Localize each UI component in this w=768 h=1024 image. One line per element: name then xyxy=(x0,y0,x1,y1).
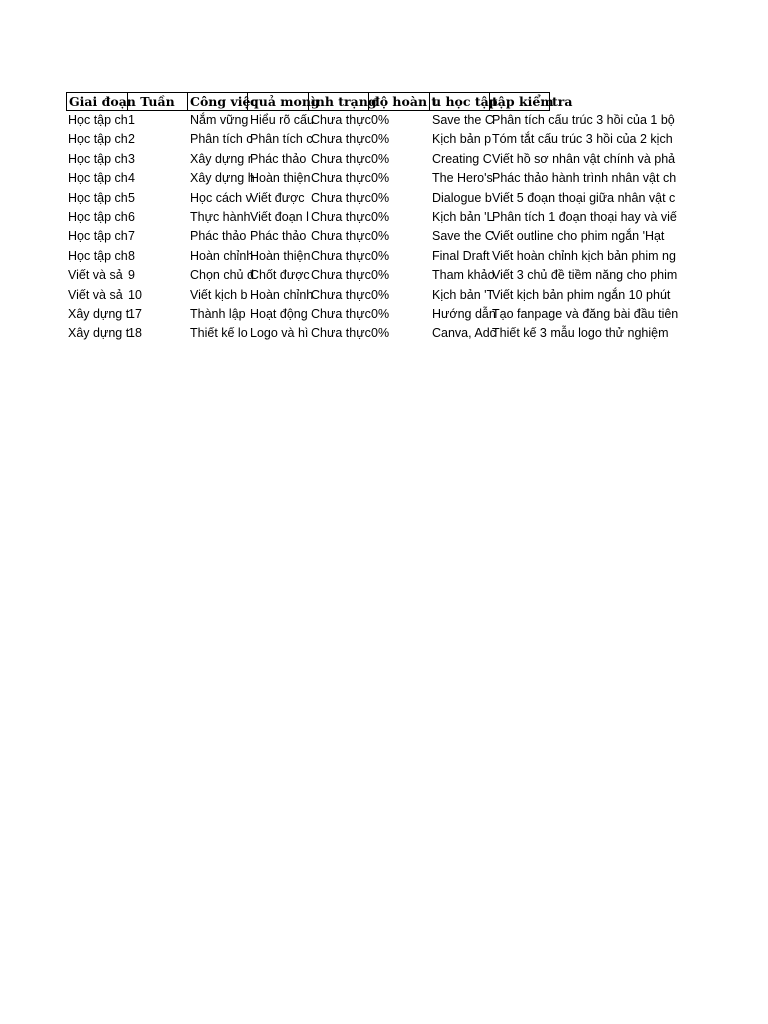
header-progress: độ hoàn t xyxy=(371,94,438,109)
header-row xyxy=(66,92,676,111)
cell-phase: Viết và sả xyxy=(68,268,123,283)
cell-task: Xây dựng r xyxy=(190,151,252,166)
cell-week: 9 xyxy=(128,268,135,283)
cell-material: Kịch bản p xyxy=(432,132,492,147)
cell-progress: 0% xyxy=(371,287,390,302)
cell-phase: Xây dựng t xyxy=(68,326,130,341)
cell-expected-result: Hoàn thiện xyxy=(250,248,311,263)
table-row xyxy=(66,150,676,169)
cell-progress: 0% xyxy=(371,190,390,205)
cell-progress: 0% xyxy=(371,151,390,166)
header-phase: Giai đoạn xyxy=(66,92,128,111)
cell-progress: 0% xyxy=(371,268,390,283)
spreadsheet xyxy=(66,92,679,352)
cell-task: Viết kịch b xyxy=(190,287,248,302)
table-row xyxy=(66,286,676,305)
cell-week: 3 xyxy=(128,151,135,166)
cell-status: Chưa thực xyxy=(311,248,371,263)
cell-task: Thiết kế lo xyxy=(190,326,248,341)
cell-phase: Học tập ch xyxy=(68,248,128,263)
cell-task: Thực hành xyxy=(190,210,251,224)
cell-exercise: Viết outline cho phim ngắn 'Hạt xyxy=(492,229,665,244)
cell-task: Học cách v xyxy=(190,190,252,205)
cell-phase: Học tập ch xyxy=(68,210,128,224)
header-expected-result: quả mong xyxy=(250,94,320,109)
cell-expected-result: Hiểu rõ cấu xyxy=(250,113,314,127)
header-exercise-overflow: tra xyxy=(552,94,573,109)
cell-expected-result: Hoàn thiện xyxy=(250,171,311,186)
cell-phase: Học tập ch xyxy=(68,132,128,147)
table-row xyxy=(66,189,676,208)
cell-exercise: Phân tích cấu trúc 3 hồi của 1 bộ xyxy=(492,113,675,127)
cell-week: 18 xyxy=(128,326,142,341)
header-exercise: tập kiểm xyxy=(492,94,554,109)
cell-status: Chưa thực xyxy=(311,229,371,244)
table-row xyxy=(66,266,676,285)
cell-exercise: Viết 5 đoạn thoại giữa nhân vật c xyxy=(492,190,676,205)
cell-material: Save the C xyxy=(432,229,494,244)
cell-week: 7 xyxy=(128,229,135,244)
table-row xyxy=(66,227,676,246)
cell-status: Chưa thực xyxy=(311,307,371,321)
cell-material: Kịch bản 'L xyxy=(432,210,494,224)
header-task: Công việc xyxy=(190,94,259,109)
cell-phase: Viết và sả xyxy=(68,287,123,302)
table-row xyxy=(66,111,676,130)
cell-progress: 0% xyxy=(371,307,390,321)
cell-progress: 0% xyxy=(371,248,390,263)
table-row xyxy=(66,208,676,227)
cell-phase: Học tập ch xyxy=(68,151,128,166)
cell-phase: Học tập ch xyxy=(68,171,128,186)
cell-exercise: Tóm tắt cấu trúc 3 hồi của 2 kịch xyxy=(492,132,673,147)
table-row xyxy=(66,130,676,149)
cell-status: Chưa thực xyxy=(311,171,371,186)
cell-task: Thành lập xyxy=(190,307,246,321)
header-week: Tuần xyxy=(128,92,188,111)
table-row xyxy=(66,247,676,266)
cell-expected-result: Viết đoạn l xyxy=(250,210,309,224)
cell-material: Kịch bản 'T xyxy=(432,287,495,302)
cell-status: Chưa thực xyxy=(311,151,371,166)
cell-exercise: Phân tích 1 đoạn thoại hay và viế xyxy=(492,210,677,224)
cell-exercise: Viết 3 chủ đề tiềm năng cho phim xyxy=(492,268,678,283)
cell-status: Chưa thực xyxy=(311,326,371,341)
cell-expected-result: Phân tích c xyxy=(250,132,313,147)
table-row xyxy=(66,169,676,188)
cell-progress: 0% xyxy=(371,229,390,244)
cell-progress: 0% xyxy=(371,113,390,127)
header-material: u học tập xyxy=(432,94,498,109)
cell-status: Chưa thực xyxy=(311,210,371,224)
cell-task: Hoàn chỉnh xyxy=(190,248,254,263)
cell-expected-result: Viết được xyxy=(250,190,305,205)
cell-week: 8 xyxy=(128,248,135,263)
cell-week: 2 xyxy=(128,132,135,147)
cell-week: 17 xyxy=(128,307,142,321)
cell-week: 6 xyxy=(128,210,135,224)
cell-status: Chưa thực xyxy=(311,268,371,283)
table-row xyxy=(66,324,676,343)
cell-exercise: Viết kịch bản phim ngắn 10 phút xyxy=(492,287,671,302)
cell-material: Final Draft xyxy=(432,248,490,263)
cell-phase: Học tập ch xyxy=(68,113,128,127)
cell-expected-result: Phác thảo xyxy=(250,151,307,166)
cell-progress: 0% xyxy=(371,132,390,147)
cell-week: 1 xyxy=(128,113,135,127)
cell-expected-result: Logo và hì xyxy=(250,326,309,341)
cell-expected-result: Hoàn chỉnh xyxy=(250,287,314,302)
cell-phase: Học tập ch xyxy=(68,190,128,205)
cell-exercise: Viết hồ sơ nhân vật chính và phả xyxy=(492,151,676,166)
cell-task: Phác thảo xyxy=(190,229,247,244)
cell-expected-result: Hoạt động xyxy=(250,307,308,321)
cell-material: Canva, Adc xyxy=(432,326,496,341)
cell-phase: Xây dựng t xyxy=(68,307,130,321)
table-row xyxy=(66,305,679,324)
cell-exercise: Viết hoàn chỉnh kịch bản phim ng xyxy=(492,248,676,263)
cell-material: Tham khảo xyxy=(432,268,495,283)
cell-exercise: Tạo fanpage và đăng bài đầu tiên xyxy=(492,307,679,321)
cell-exercise: Thiết kế 3 mẫu logo thử nghiệm xyxy=(492,326,669,341)
cell-task: Phân tích c xyxy=(190,132,253,147)
cell-phase: Học tập ch xyxy=(68,229,128,244)
cell-status: Chưa thực xyxy=(311,287,371,302)
header-status: ình trạng xyxy=(311,94,377,109)
cell-material: Dialogue b xyxy=(432,190,492,205)
cell-exercise: Phác thảo hành trình nhân vật ch xyxy=(492,171,677,186)
cell-status: Chưa thực xyxy=(311,132,371,147)
cell-progress: 0% xyxy=(371,210,390,224)
cell-material: Save the C xyxy=(432,113,494,127)
cell-week: 4 xyxy=(128,171,135,186)
cell-expected-result: Chốt được xyxy=(250,268,310,283)
cell-progress: 0% xyxy=(371,326,390,341)
cell-status: Chưa thực xyxy=(311,190,371,205)
cell-material: The Hero's xyxy=(432,171,493,186)
cell-material: Creating C xyxy=(432,151,492,166)
cell-week: 5 xyxy=(128,190,135,205)
cell-status: Chưa thực xyxy=(311,113,371,127)
cell-progress: 0% xyxy=(371,171,390,186)
cell-task: Xây dựng h xyxy=(190,171,255,186)
cell-week: 10 xyxy=(128,287,142,302)
cell-material: Hướng dẫn xyxy=(432,307,496,321)
cell-task: Chọn chủ đ xyxy=(190,268,254,283)
cell-task: Nắm vững xyxy=(190,113,249,127)
cell-expected-result: Phác thảo xyxy=(250,229,307,244)
